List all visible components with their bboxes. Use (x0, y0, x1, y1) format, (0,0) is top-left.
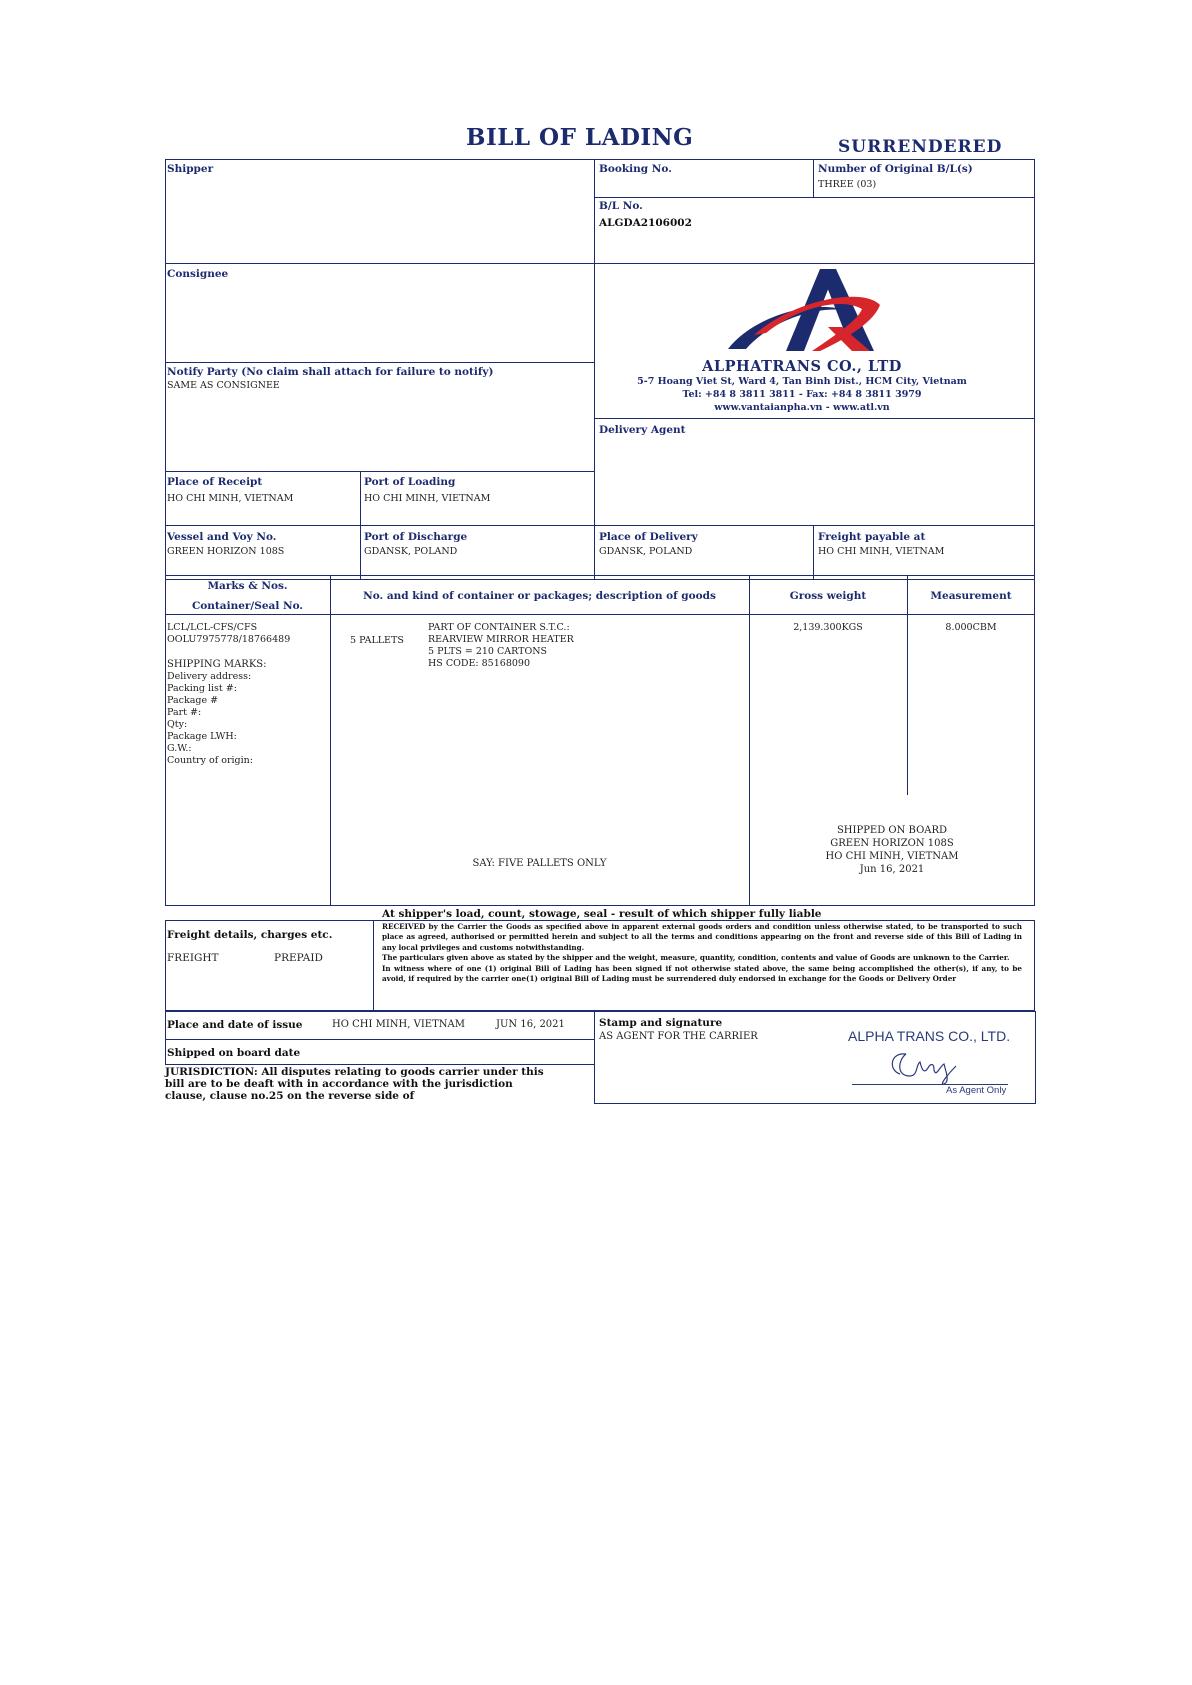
freight-payable-label: Freight payable at (818, 531, 926, 543)
terms-paragraph: RECEIVED by the Carrier the Goods as specified above in apparent external goods orders and condition unless otherwise stated, to be transported to such place as agreed, authorised or permitted herein and subject to all the terms and conditions appearing on the front and reverse side of this Bill of Lading in any local privileges and customs notwithstanding. (382, 922, 1022, 952)
description-line: PART OF CONTAINER S.T.C.: (428, 622, 570, 633)
measurement-value: 8.000CBM (945, 622, 997, 633)
document-title: BILL OF LADING (466, 124, 694, 151)
divider (165, 471, 594, 472)
discharge-label: Port of Discharge (364, 531, 468, 543)
originals-label: Number of Original B/L(s) (818, 163, 973, 175)
divider (165, 614, 1035, 615)
shipping-marks-line: G.W.: (167, 743, 192, 754)
terms-paragraph: The particulars given above as stated by the shipper and the weight, measure, quantity, condition, contents and value of Goods are unknown to the Carrier. (382, 953, 1010, 963)
issue-label: Place and date of issue (167, 1019, 303, 1031)
terms-text (382, 922, 1022, 984)
shipped-on-board-block (749, 824, 1035, 876)
liability-note: At shipper's load, count, stowage, seal - result of which shipper fully liable (382, 908, 822, 920)
marks-header: Marks & Nos. (207, 580, 288, 592)
consignee-label: Consignee (167, 268, 229, 280)
container-seal-header: Container/Seal No. (191, 600, 304, 612)
shipping-marks-line: Packing list #: (167, 683, 237, 694)
company-name: ALPHATRANS CO., LTD (702, 358, 902, 375)
divider (813, 525, 814, 580)
divider (1035, 1011, 1036, 1103)
loading-label: Port of Loading (364, 476, 456, 488)
delivery-agent-label: Delivery Agent (599, 424, 686, 436)
marks-block (167, 622, 290, 646)
divider (165, 1064, 594, 1065)
divider (594, 418, 1035, 419)
description-header: No. and kind of container or packages; description of goods (363, 590, 716, 602)
bl-number: ALGDA2106002 (599, 217, 692, 229)
signature-company-name: ALPHA TRANS CO., LTD. (848, 1028, 1011, 1044)
shipped-on-board-line: Jun 16, 2021 (859, 864, 925, 875)
divider (165, 263, 1035, 264)
freight-prepaid: PREPAID (274, 952, 323, 964)
divider (330, 575, 331, 906)
stamp-label: Stamp and signature (599, 1017, 723, 1029)
shipper-label: Shipper (167, 163, 214, 175)
marks-line: OOLU7975778/18766489 (167, 634, 291, 645)
surrendered-status: SURRENDERED (838, 137, 1003, 157)
vessel-label: Vessel and Voy No. (167, 531, 277, 543)
divider (165, 362, 594, 363)
divider (907, 575, 908, 795)
receipt-value: HO CHI MINH, VIETNAM (167, 493, 294, 504)
shipped-date-label: Shipped on board date (167, 1047, 301, 1059)
divider (594, 1011, 595, 1103)
shipping-marks-line: Package # (167, 695, 219, 706)
alphatrans-logo (724, 265, 884, 355)
freight-label: FREIGHT (167, 952, 219, 964)
notify-value: SAME AS CONSIGNEE (167, 380, 280, 391)
gross-weight-value: 2,139.300KGS (793, 622, 863, 633)
description-line: 5 PLTS = 210 CARTONS (428, 646, 548, 657)
issue-date: JUN 16, 2021 (496, 1019, 565, 1030)
stamp-value: AS AGENT FOR THE CARRIER (599, 1031, 758, 1042)
signature-note: As Agent Only (946, 1085, 1007, 1096)
shipped-on-board-line: GREEN HORIZON 108S (830, 838, 954, 849)
jurisdiction-clause: JURISDICTION: All disputes relating to goods carrier under this bill are to be deaft with in accordance with the jurisdiction clause, clause no.25 on the reverse side of (165, 1066, 544, 1102)
handwritten-signature (880, 1046, 980, 1086)
booking-label: Booking No. (599, 163, 672, 175)
freight-details-label: Freight details, charges etc. (167, 929, 333, 941)
packages-count: 5 PALLETS (350, 635, 404, 646)
delivery-label: Place of Delivery (599, 531, 698, 543)
delivery-value: GDANSK, POLAND (599, 546, 693, 557)
description-line: HS CODE: 85168090 (428, 658, 530, 669)
shipping-marks-line: Part #: (167, 707, 202, 718)
say-total: SAY: FIVE PALLETS ONLY (472, 858, 607, 869)
terms-paragraph: In witness where of one (1) original Bill of Lading has been signed if not otherwise stated above, the same being accomplished the other(s), if any, to be avoid, if required by the carrier one(1) original Bill of Lading must be surrendered duly endorsed in exchange for the Goods or Delivery Order (382, 963, 1022, 984)
shipping-marks-line: Delivery address: (167, 671, 252, 682)
shipped-on-board-line: SHIPPED ON BOARD (836, 825, 948, 836)
shipping-marks-line: SHIPPING MARKS: (167, 659, 267, 670)
gross-weight-header: Gross weight (789, 590, 867, 602)
issue-place: HO CHI MINH, VIETNAM (332, 1019, 465, 1030)
vessel-value: GREEN HORIZON 108S (167, 546, 285, 557)
shipped-on-board-line: HO CHI MINH, VIETNAM (825, 851, 959, 862)
freight-payable-value: HO CHI MINH, VIETNAM (818, 546, 945, 557)
bl-label: B/L No. (599, 200, 643, 212)
company-website[interactable]: www.vantaianpha.vn - www.atl.vn (714, 402, 890, 413)
divider (165, 1039, 594, 1040)
discharge-value: GDANSK, POLAND (364, 546, 458, 557)
shipping-marks-line: Package LWH: (167, 731, 237, 742)
originals-value: THREE (03) (818, 179, 877, 190)
shipping-marks-block (167, 659, 267, 767)
shipping-marks-line: Country of origin: (167, 755, 253, 766)
divider (373, 920, 374, 1011)
notify-label: Notify Party (No claim shall attach for failure to notify) (167, 366, 494, 378)
measurement-header: Measurement (930, 590, 1012, 602)
receipt-label: Place of Receipt (167, 476, 263, 488)
company-phone: Tel: +84 8 3811 3811 - Fax: +84 8 3811 3979 (682, 389, 922, 400)
divider (165, 1011, 1035, 1012)
description-line: REARVIEW MIRROR HEATER (428, 634, 574, 645)
divider (813, 159, 814, 197)
marks-line: LCL/LCL-CFS/CFS (167, 622, 258, 633)
divider (594, 1103, 1036, 1104)
divider (165, 1011, 166, 1064)
divider (165, 525, 1035, 526)
loading-value: HO CHI MINH, VIETNAM (364, 493, 491, 504)
goods-description (428, 622, 574, 670)
shipping-marks-line: Qty: (167, 719, 188, 730)
company-address: 5-7 Hoang Viet St, Ward 4, Tan Binh Dist., HCM City, Vietnam (637, 376, 967, 387)
divider (594, 197, 1035, 198)
